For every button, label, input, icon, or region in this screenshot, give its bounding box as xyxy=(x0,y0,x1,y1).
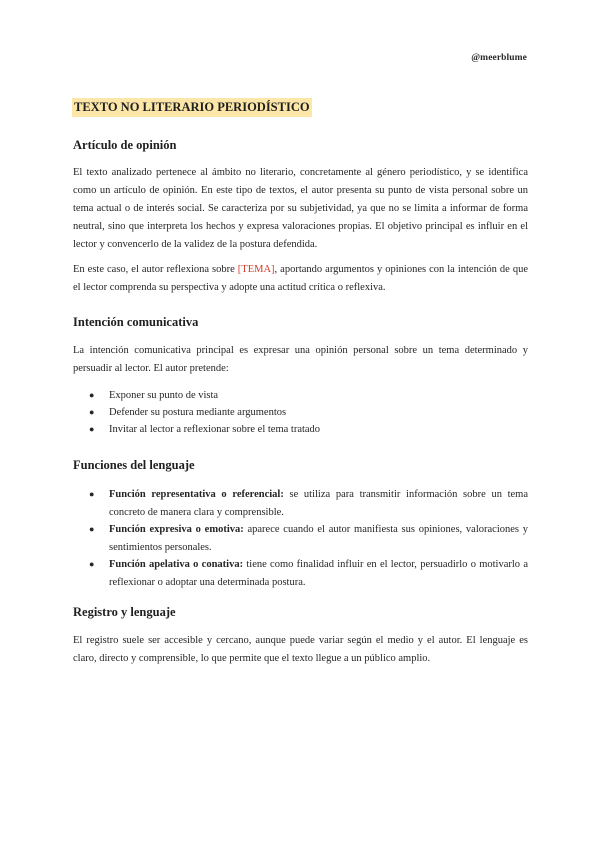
list-item xyxy=(73,387,528,404)
section-heading-intencion: Intención comunicativa xyxy=(73,315,199,329)
function-label: Función expresiva o emotiva: xyxy=(109,524,244,535)
list-item-text: Exponer su punto de vista xyxy=(109,390,219,401)
function-label: Función representativa o referencial: xyxy=(109,489,284,500)
section-heading-funciones: Funciones del lenguaje xyxy=(73,458,195,472)
author-handle: @meerblume xyxy=(471,53,527,63)
list-item xyxy=(73,486,528,521)
function-text: tiene como finalidad influir en el lector, persuadirlo o motivarlo a reflexionar o adoptar una determinada postura. xyxy=(109,559,528,588)
paragraph-opinion-2-start: En este caso, el autor reflexiona sobre xyxy=(73,264,238,275)
section-heading-registro: Registro y lenguaje xyxy=(73,605,176,619)
bullet-icon: ● xyxy=(89,524,95,534)
paragraph-opinion-1: El texto analizado pertenece al ámbito no literario, concretamente al género periodístico, y se identifica como un artículo de opinión. En este tipo de textos, el autor presenta su punto de vista personal sobre un tema actual o de interés social. Se caracteriza por su subjetividad, ya que no se limita a informar de forma neutral, sino que interpreta los hechos y expresa valoraciones propias. El objetivo principal es influir en el lector y convencerlo de la validez de la postura defendida. xyxy=(73,167,528,250)
bullet-icon: ● xyxy=(89,390,95,400)
section-heading-opinion: Artículo de opinión xyxy=(73,138,177,152)
bullet-icon: ● xyxy=(89,407,95,417)
list-item xyxy=(73,556,528,591)
paragraph-intencion: La intención comunicativa principal es expresar una opinión personal sobre un tema determinado y persuadir al lector. El autor pretende: xyxy=(73,345,528,374)
list-item-text: Invitar al lector a reflexionar sobre el tema tratado xyxy=(109,424,321,435)
bullet-icon: ● xyxy=(89,489,95,499)
list-item-text: Defender su postura mediante argumentos xyxy=(109,407,287,418)
function-label: Función apelativa o conativa: xyxy=(109,559,244,570)
list-item xyxy=(73,404,528,421)
intencion-list xyxy=(73,387,528,438)
function-text: aparece cuando el autor manifiesta sus opiniones, valoraciones y sentimientos personales. xyxy=(109,524,528,553)
list-item xyxy=(73,521,528,556)
paragraph-opinion-2 xyxy=(73,261,528,297)
paragraph-opinion-2-end: , aportando argumentos y opiniones con la intención de que el lector comprenda su perspectiva y adopte una actitud crítica o reflexiva. xyxy=(73,264,528,293)
bullet-icon: ● xyxy=(89,424,95,434)
funciones-list xyxy=(73,486,528,591)
bullet-icon: ● xyxy=(89,559,95,569)
document-title: TEXTO NO LITERARIO PERIODÍSTICO xyxy=(72,98,312,117)
list-item xyxy=(73,421,528,438)
paragraph-registro: El registro suele ser accesible y cercano, aunque puede variar según el medio y el autor. El lenguaje es claro, directo y comprensible, lo que permite que el texto llegue a un público amplio. xyxy=(73,635,528,664)
function-text: se utiliza para transmitir información sobre un tema concreto de manera clara y comprensible. xyxy=(109,489,529,518)
tema-placeholder: [TEMA] xyxy=(237,264,275,275)
